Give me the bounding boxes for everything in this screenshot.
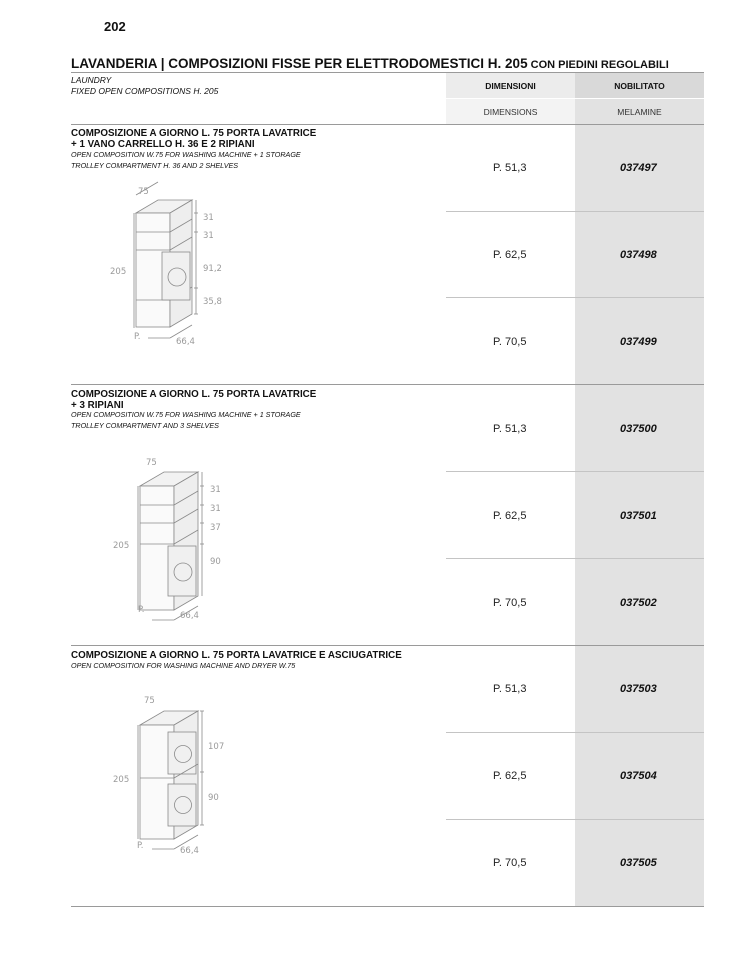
row-dimension: P. 51,3 bbox=[493, 423, 527, 435]
page-title-suffix: CON PIEDINI REGOLABILI bbox=[527, 59, 669, 71]
section-2-title bbox=[71, 390, 316, 411]
row-divider bbox=[446, 471, 704, 472]
drawing-depth-label: 66,4 bbox=[180, 611, 199, 621]
section-divider bbox=[71, 645, 704, 646]
row-code: 037498 bbox=[620, 249, 657, 261]
row-divider bbox=[446, 211, 704, 212]
section-2-title-line-2: + 3 RIPIANI bbox=[71, 399, 124, 411]
drawing-measure-label: 31 bbox=[203, 213, 214, 223]
section-3-subtitle-line-1: OPEN COMPOSITION FOR WASHING MACHINE AND DRYER W.75 bbox=[71, 661, 296, 670]
section-1-subtitle-line-2: TROLLEY COMPARTMENT H. 36 AND 2 SHELVES bbox=[71, 160, 239, 170]
row-code: 037499 bbox=[620, 336, 657, 348]
row-dimension: P. 70,5 bbox=[493, 336, 527, 348]
dimensions-column-header: DIMENSIONI bbox=[485, 81, 536, 91]
drawing-measure-label: 37 bbox=[210, 523, 221, 533]
section-1-title bbox=[71, 129, 316, 150]
section-2-subtitle bbox=[71, 410, 301, 431]
finish-column-bg bbox=[575, 98, 704, 906]
drawing-measure-label: 31 bbox=[203, 231, 214, 241]
section-divider bbox=[71, 906, 704, 907]
drawing-height-label: 205 bbox=[113, 775, 130, 785]
drawing-measure-label: 91,2 bbox=[203, 264, 222, 274]
cabinet-drawing-3 bbox=[104, 688, 244, 868]
subtitle-line-1: LAUNDRY bbox=[71, 75, 112, 85]
section-2-subtitle-line-1: OPEN COMPOSITION W.75 FOR WASHING MACHINE + 1 STORAGE bbox=[71, 410, 301, 419]
section-divider bbox=[71, 124, 704, 125]
page-title bbox=[71, 56, 711, 71]
section-3-subtitle bbox=[71, 661, 295, 672]
row-dimension: P. 51,3 bbox=[493, 162, 527, 174]
cabinet-drawing-1 bbox=[100, 180, 240, 360]
drawing-depth-label: 66,4 bbox=[176, 337, 195, 347]
drawing-measure-label: 35,8 bbox=[203, 297, 222, 307]
page-title-main: LAVANDERIA | COMPOSIZIONI FISSE PER ELETTRODOMESTICI H. 205 bbox=[71, 56, 528, 71]
row-dimension: P. 70,5 bbox=[493, 597, 527, 609]
row-dimension: P. 62,5 bbox=[493, 510, 527, 522]
row-code: 037500 bbox=[620, 423, 657, 435]
page-number: 202 bbox=[104, 19, 126, 34]
drawing-measure-label: 31 bbox=[210, 485, 221, 495]
cabinet-drawing-2 bbox=[104, 450, 244, 630]
drawing-width-label: 75 bbox=[138, 187, 149, 197]
drawing-height-label: 205 bbox=[110, 267, 127, 277]
finish-column-sub: MELAMINE bbox=[617, 107, 662, 117]
finish-column-header: NOBILITATO bbox=[614, 81, 665, 91]
section-1-title-line-2: + 1 VANO CARRELLO H. 36 E 2 RIPIANI bbox=[71, 138, 255, 150]
drawing-measure-label: 107 bbox=[208, 742, 225, 752]
drawing-height-label: 205 bbox=[113, 541, 130, 551]
row-code: 037497 bbox=[620, 162, 657, 174]
drawing-depth-label: 66,4 bbox=[180, 846, 199, 856]
section-1-title-line-1: COMPOSIZIONE A GIORNO L. 75 PORTA LAVATRICE bbox=[71, 128, 317, 139]
row-code: 037505 bbox=[620, 857, 657, 869]
section-3-title bbox=[71, 651, 402, 662]
drawing-depth-prefix: P. bbox=[134, 332, 141, 342]
drawing-depth-prefix: P. bbox=[137, 841, 144, 851]
row-code: 037502 bbox=[620, 597, 657, 609]
row-dimension: P. 70,5 bbox=[493, 857, 527, 869]
drawing-measure-label: 90 bbox=[208, 793, 219, 803]
row-dimension: P. 62,5 bbox=[493, 770, 527, 782]
drawing-measure-label: 90 bbox=[210, 557, 221, 567]
row-dimension: P. 62,5 bbox=[493, 249, 527, 261]
row-divider bbox=[446, 558, 704, 559]
row-code: 037501 bbox=[620, 510, 657, 522]
section-2-subtitle-line-2: TROLLEY COMPARTMENT AND 3 SHELVES bbox=[71, 420, 219, 430]
row-dimension: P. 51,3 bbox=[493, 683, 527, 695]
drawing-depth-prefix: P. bbox=[138, 605, 145, 615]
drawing-measure-label: 31 bbox=[210, 504, 221, 514]
drawing-width-label: 75 bbox=[146, 458, 157, 468]
row-code: 037504 bbox=[620, 770, 657, 782]
section-divider bbox=[71, 384, 704, 385]
page-subtitle-en bbox=[71, 75, 218, 97]
section-2-title-line-1: COMPOSIZIONE A GIORNO L. 75 PORTA LAVATRICE bbox=[71, 389, 317, 400]
section-1-subtitle-line-1: OPEN COMPOSITION W.75 FOR WASHING MACHINE + 1 STORAGE bbox=[71, 150, 301, 159]
row-divider bbox=[446, 732, 704, 733]
drawing-width-label: 75 bbox=[144, 696, 155, 706]
section-1-subtitle bbox=[71, 150, 301, 171]
section-3-title-line-1: COMPOSIZIONE A GIORNO L. 75 PORTA LAVATRICE E ASCIUGATRICE bbox=[71, 650, 402, 661]
dimensions-column-sub: DIMENSIONS bbox=[483, 107, 538, 117]
row-divider bbox=[446, 297, 704, 298]
row-divider bbox=[446, 819, 704, 820]
subtitle-line-2: FIXED OPEN COMPOSITIONS H. 205 bbox=[71, 86, 219, 96]
row-code: 037503 bbox=[620, 683, 657, 695]
header-divider bbox=[446, 98, 704, 99]
